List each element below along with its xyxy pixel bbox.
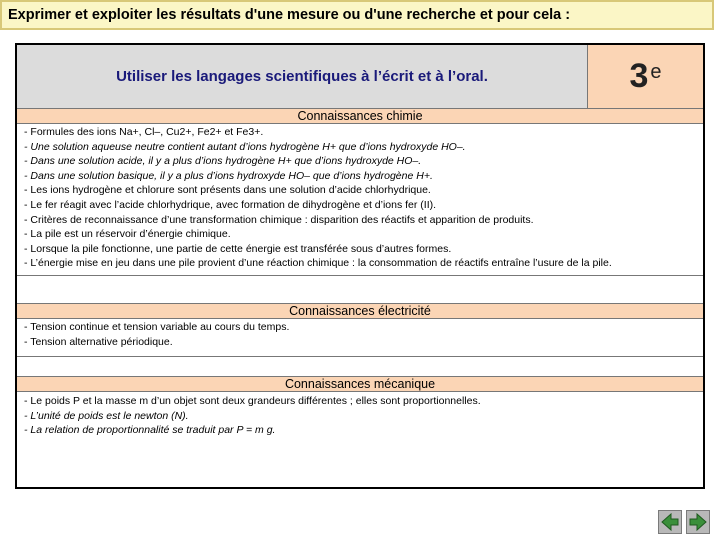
section-title-electricite: Connaissances électricité xyxy=(17,303,703,319)
grade-number: 3 xyxy=(629,57,649,95)
list-item: - La pile est un réservoir d’énergie chimique. xyxy=(24,228,231,241)
list-item: - Lorsque la pile fonctionne, une partie de cette énergie est transférée sous d’autres formes. xyxy=(24,242,452,255)
list-item: - Le fer réagit avec l’acide chlorhydrique, avec formation de dihydrogène et d’ions fer (II). xyxy=(24,198,437,211)
list-item: - Une solution aqueuse neutre contient autant d’ions hydrogène H+ que d’ions hydroxyde HO–. xyxy=(24,140,466,153)
list-item: - Critères de reconnaissance d’une transformation chimique : disparition des réactifs et apparition de produits. xyxy=(24,213,534,226)
list-item: - Dans une solution basique, il y a plus d’ions hydroxyde HO– que d’ions hydrogène H+. xyxy=(24,169,433,182)
section-body-electricite xyxy=(24,320,700,349)
section-title-mecanique: Connaissances mécanique xyxy=(17,376,703,392)
section-body-chimie xyxy=(24,125,700,271)
section-body-mecanique xyxy=(24,394,700,438)
list-item: - Tension continue et tension variable au cours du temps. xyxy=(24,321,290,333)
objective-header xyxy=(17,45,703,109)
list-item: - Formules des ions Na+, Cl–, Cu2+, Fe2+ et Fe3+. xyxy=(24,126,264,138)
list-item: - L’unité de poids est le newton (N). xyxy=(24,409,189,422)
section-title-chimie: Connaissances chimie xyxy=(17,108,703,124)
next-slide-button[interactable] xyxy=(686,510,710,534)
list-item: - L’énergie mise en jeu dans une pile provient d’une réaction chimique : la consommation de réactifs entraîne l’usure de la pile. xyxy=(24,257,612,270)
divider xyxy=(17,275,703,276)
list-item: - Dans une solution acide, il y a plus d’ions hydrogène H+ que d’ions hydroxyde HO–. xyxy=(24,155,422,168)
list-item: - La relation de proportionnalité se traduit par P = m g. xyxy=(24,424,276,437)
list-item: - Tension alternative périodique. xyxy=(24,335,173,348)
arrow-left-icon xyxy=(659,511,681,533)
divider xyxy=(17,356,703,357)
grade-level xyxy=(587,45,703,108)
list-item: - Le poids P et la masse m d’un objet sont deux grandeurs différentes ; elles sont proportionnelles. xyxy=(24,395,481,407)
objective-text: Utiliser les langages scientifiques à l’écrit et à l’oral. xyxy=(17,45,587,108)
list-item: - Les ions hydrogène et chlorure sont présents dans une solution d’acide chlorhydrique. xyxy=(24,184,431,197)
arrow-right-icon xyxy=(687,511,709,533)
grade-suffix: e xyxy=(650,61,662,83)
previous-slide-button[interactable] xyxy=(658,510,682,534)
skills-table xyxy=(15,43,705,489)
page-title: Exprimer et exploiter les résultats d'une mesure ou d'une recherche et pour cela : xyxy=(0,0,714,30)
